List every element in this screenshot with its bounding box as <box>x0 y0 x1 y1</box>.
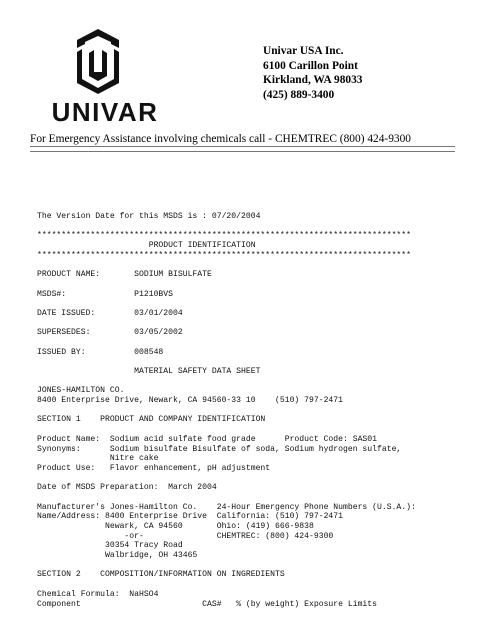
chemical-formula-line: Chemical Formula: NaHSO4 <box>37 589 159 599</box>
product-name-line: Product Name: Sodium acid sulfate food grade Product Code: SAS01 <box>37 434 377 444</box>
emergency-assistance-line: For Emergency Assistance involving chemicals call - CHEMTREC (800) 424-9300 <box>30 133 411 145</box>
company-phone: (425) 889-3400 <box>263 88 335 101</box>
company-address-block <box>263 44 362 102</box>
asterisk-divider: ***************************************************************************** <box>37 250 411 260</box>
component-table-header: Component CAS# % (by weight) Exposure Limits <box>37 599 377 609</box>
manufacturer-block-line: Newark, CA 94560 Ohio: (419) 666-9838 <box>37 522 314 531</box>
company-name: Univar USA Inc. <box>263 45 344 57</box>
synonyms-continued: Nitre cake <box>37 454 159 464</box>
preparation-date-line: Date of MSDS Preparation: March 2004 <box>37 483 217 493</box>
univar-logo <box>30 28 180 123</box>
double-rule-divider <box>30 146 455 152</box>
section-1-heading: SECTION 1 PRODUCT AND COMPANY IDENTIFICATION <box>37 415 266 425</box>
section-2-heading: SECTION 2 COMPOSITION/INFORMATION ON INGREDIENTS <box>37 570 285 580</box>
manufacturer-block-line: Name/Address: 8400 Enterprise Drive California: (510) 797-2471 <box>37 512 343 522</box>
manufacturer-block-line: Walbridge, OH 43465 <box>37 551 198 561</box>
univar-wordmark: UNIVAR <box>51 97 159 123</box>
synonyms-line: Synonyms: Sodium bisulfate Bisulfate of soda, Sodium hydrogen sulfate, <box>37 444 402 454</box>
product-use-line: Product Use: Flavor enhancement, pH adjustment <box>37 463 271 473</box>
company-street: 6100 Carillon Point <box>263 59 358 72</box>
manufacturer-block-line: Manufacturer's Jones-Hamilton Co. 24-Hour Emergency Phone Numbers (U.S.A.): <box>37 502 416 512</box>
product-name-row: PRODUCT NAME: SODIUM BISULFATE <box>37 270 212 280</box>
version-date-line: The Version Date for this MSDS is : 07/20/2004 <box>37 212 261 221</box>
company-city: Kirkland, WA 98033 <box>263 74 363 86</box>
manufacturer-block-line: 30354 Tracy Road <box>37 541 183 551</box>
manufacturer-name: JONES-HAMILTON CO. <box>37 386 125 396</box>
section-heading-product-identification: PRODUCT IDENTIFICATION <box>37 241 256 251</box>
issued-by-row: ISSUED BY: 008548 <box>37 347 164 357</box>
asterisk-divider: ***************************************************************************** <box>37 231 411 241</box>
supersedes-row: SUPERSEDES: 03/05/2002 <box>37 328 183 338</box>
date-issued-row: DATE ISSUED: 03/01/2004 <box>37 308 183 318</box>
msds-body <box>37 212 416 609</box>
manufacturer-address: 8400 Enterprise Drive, Newark, CA 94560-33 10 (510) 797-2471 <box>37 396 343 406</box>
manufacturer-block-line: -or- CHEMTREC: (800) 424-9300 <box>37 531 334 541</box>
univar-hexagon-mark-icon <box>77 29 119 94</box>
msds-number-row: MSDS#: P1210BVS <box>37 289 173 299</box>
msds-title: MATERIAL SAFETY DATA SHEET <box>37 367 261 376</box>
